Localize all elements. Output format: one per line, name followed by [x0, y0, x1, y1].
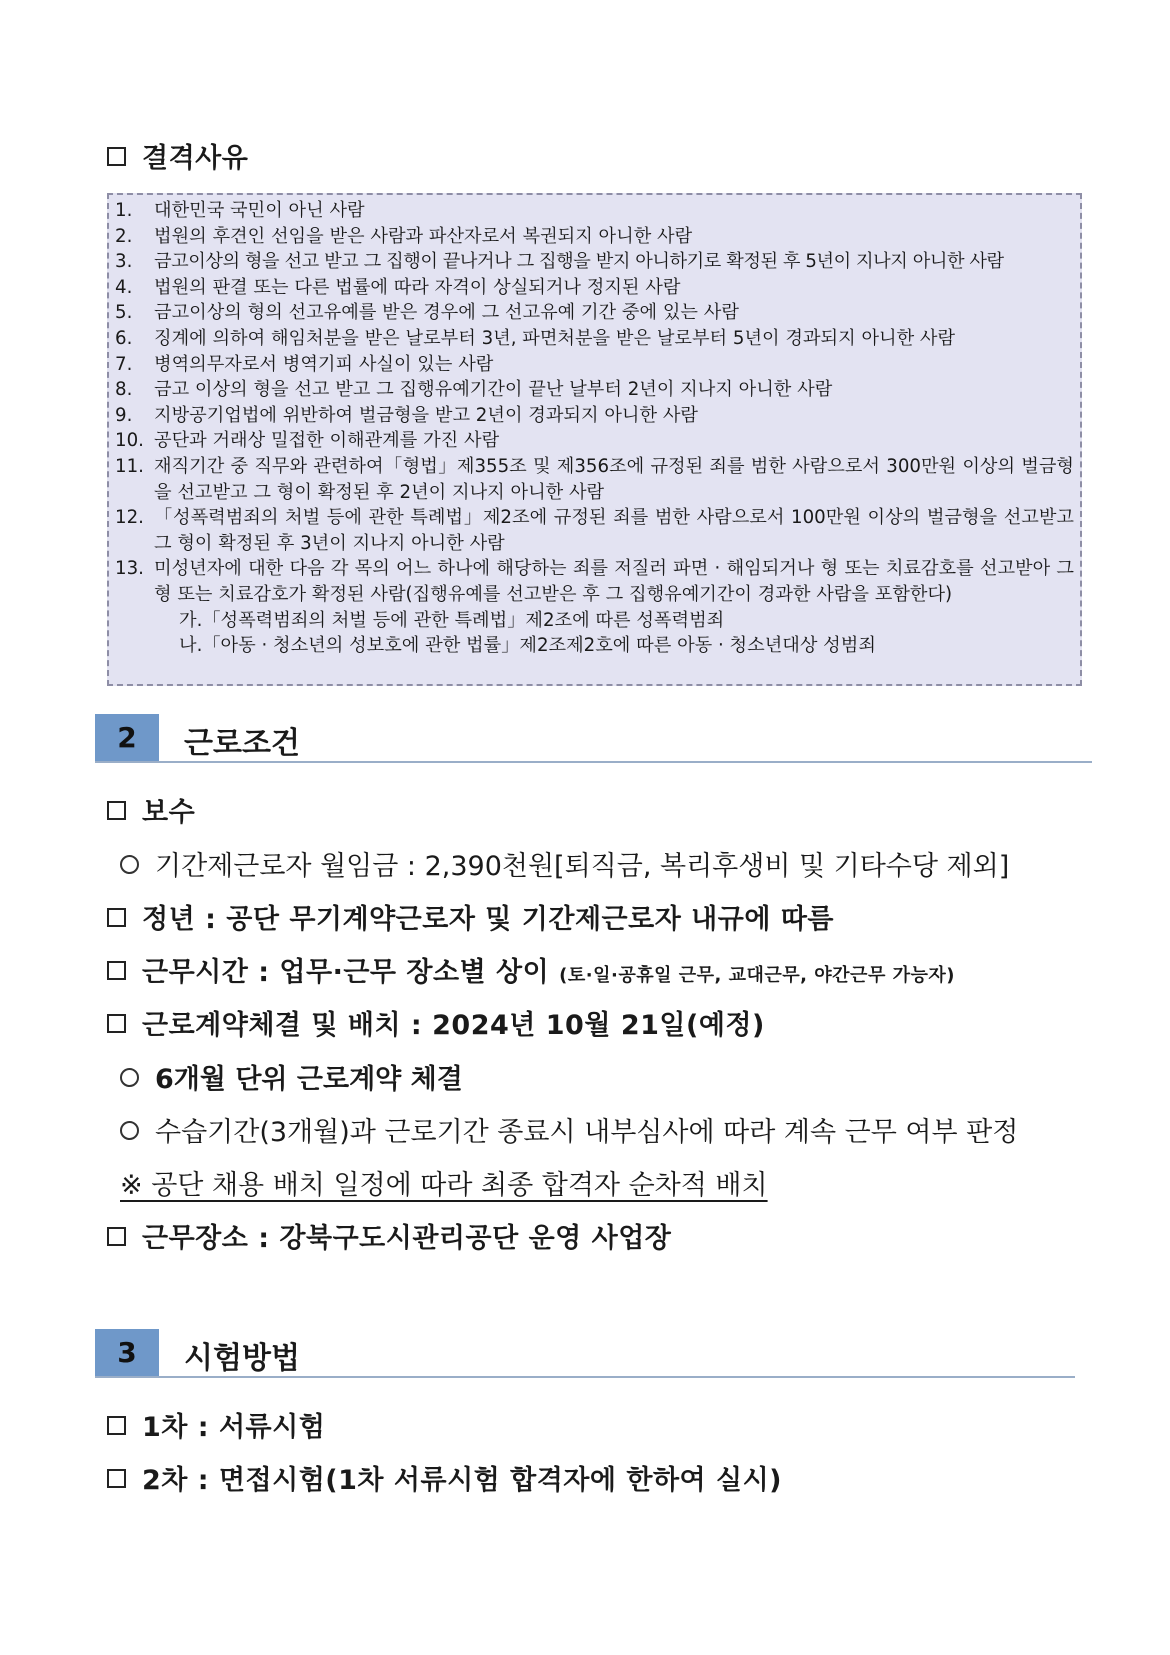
list-item: 3. 금고이상의 형을 선고 받고 그 집행이 끝나거나 그 집행을 받지 아니하기로 확정된 후 5년이 지나지 아니한 사람: [115, 251, 1004, 273]
contract-item: 수습기간(3개월)과 근로기간 종료시 내부심사에 따라 계속 근무 여부 판정: [120, 1110, 1018, 1149]
list-item: 7. 병역의무자로서 병역기피 사실이 있는 사람: [115, 353, 494, 375]
list-item: 13. 미성년자에 대한 다음 각 목의 어느 하나에 해당하는 죄를 저질러 파면 · 해임되거나 형 또는 치료감호를 선고받아 그 형 또는 치료감호가 확정된 사람(집행유예를 선고받은 후 그 집행유예기간이 경과한 사람을 포함한다): [115, 558, 1074, 605]
working-hours-line: 근무시간 : 업무·근무 장소별 상이 (토·일·공휴일 근무, 교대근무, 야간근무 가능자): [107, 950, 955, 989]
exam-stage-2: 2차 : 면접시험(1차 서류시험 합격자에 한하여 실시): [107, 1458, 782, 1497]
contract-line: 근로계약체결 및 배치 : 2024년 10월 21일(예정): [107, 1003, 765, 1042]
list-item: 4. 법원의 판결 또는 다른 법률에 따라 자격이 상실되거나 정지된 사람: [115, 276, 681, 298]
workplace-line: 근무장소 : 강북구도시관리공단 운영 사업장: [107, 1216, 671, 1255]
disqualification-box: [107, 193, 1082, 686]
square-bullet-icon: [107, 1014, 126, 1033]
sub-list-item: 가.「성폭력범죄의 처벌 등에 관한 특례법」제2조에 따른 성폭력범죄: [179, 609, 725, 631]
section-divider: [95, 761, 1092, 763]
exam-stage-1: 1차 : 서류시험: [107, 1405, 325, 1444]
list-item: 5. 금고이상의 형의 선고유예를 받은 경우에 그 선고유예 기간 중에 있는 사람: [115, 302, 739, 324]
section-divider: [95, 1376, 1075, 1378]
square-bullet-icon: [107, 1469, 126, 1488]
contract-item: 6개월 단위 근로계약 체결: [120, 1057, 463, 1096]
circle-bullet-icon: [120, 855, 139, 874]
sub-list-item: 나.「아동 · 청소년의 성보호에 관한 법률」제2조제2호에 따른 아동 · 청소년대상 성범죄: [179, 635, 876, 657]
list-item: 9. 지방공기업법에 위반하여 벌금형을 받고 2년이 경과되지 아니한 사람: [115, 404, 698, 426]
pay-item: 기간제근로자 월임금 : 2,390천원[퇴직금, 복리후생비 및 기타수당 제외]: [120, 844, 1009, 883]
list-item: 8. 금고 이상의 형을 선고 받고 그 집행유예기간이 끝난 날부터 2년이 지나지 아니한 사람: [115, 379, 833, 401]
section-number-badge: 2: [95, 714, 159, 761]
square-bullet-icon: [107, 908, 126, 927]
list-item: 1. 대한민국 국민이 아닌 사람: [115, 200, 365, 221]
section-title: 근로조건: [184, 726, 300, 761]
circle-bullet-icon: [120, 1068, 139, 1087]
list-item: 11. 재직기간 중 직무와 관련하여「형법」제355조 및 제356조에 규정된 죄를 범한 사람으로서 300만원 이상의 벌금형을 선고받고 그 형이 확정된 후 2년이 지나지 아니한 사람: [115, 455, 1074, 503]
list-item: 12. 「성폭력범죄의 처벌 등에 관한 특례법」제2조에 규정된 죄를 범한 사람으로서 100만원 이상의 벌금형을 선고받고 그 형이 확정된 후 3년이 지나지 아니한 사람: [115, 507, 1074, 554]
square-bullet-icon: [107, 801, 126, 820]
square-bullet-icon: [107, 1227, 126, 1246]
placement-note: ※ 공단 채용 배치 일정에 따라 최종 합격자 순차적 배치: [120, 1170, 768, 1201]
pay-heading: 보수: [107, 790, 195, 829]
circle-bullet-icon: [120, 1121, 139, 1140]
square-bullet-icon: [107, 961, 126, 980]
square-bullet-icon: [107, 1416, 126, 1435]
section-title: 시험방법: [184, 1341, 300, 1376]
section-number-badge: 3: [95, 1329, 159, 1376]
list-item: 2. 법원의 후견인 선임을 받은 사람과 파산자로서 복권되지 아니한 사람: [115, 225, 693, 247]
working-hours-note: (토·일·공휴일 근무, 교대근무, 야간근무 가능자): [559, 965, 955, 986]
square-bullet-icon: [107, 147, 126, 166]
list-item: 6. 징계에 의하여 해임처분을 받은 날로부터 3년, 파면처분을 받은 날로부터 5년이 경과되지 아니한 사람: [115, 327, 956, 349]
list-item: 10. 공단과 거래상 밀접한 이해관계를 가진 사람: [115, 430, 500, 452]
disqualification-heading: 결격사유: [107, 136, 248, 175]
retirement-line: 정년 : 공단 무기계약근로자 및 기간제근로자 내규에 따름: [107, 897, 834, 936]
